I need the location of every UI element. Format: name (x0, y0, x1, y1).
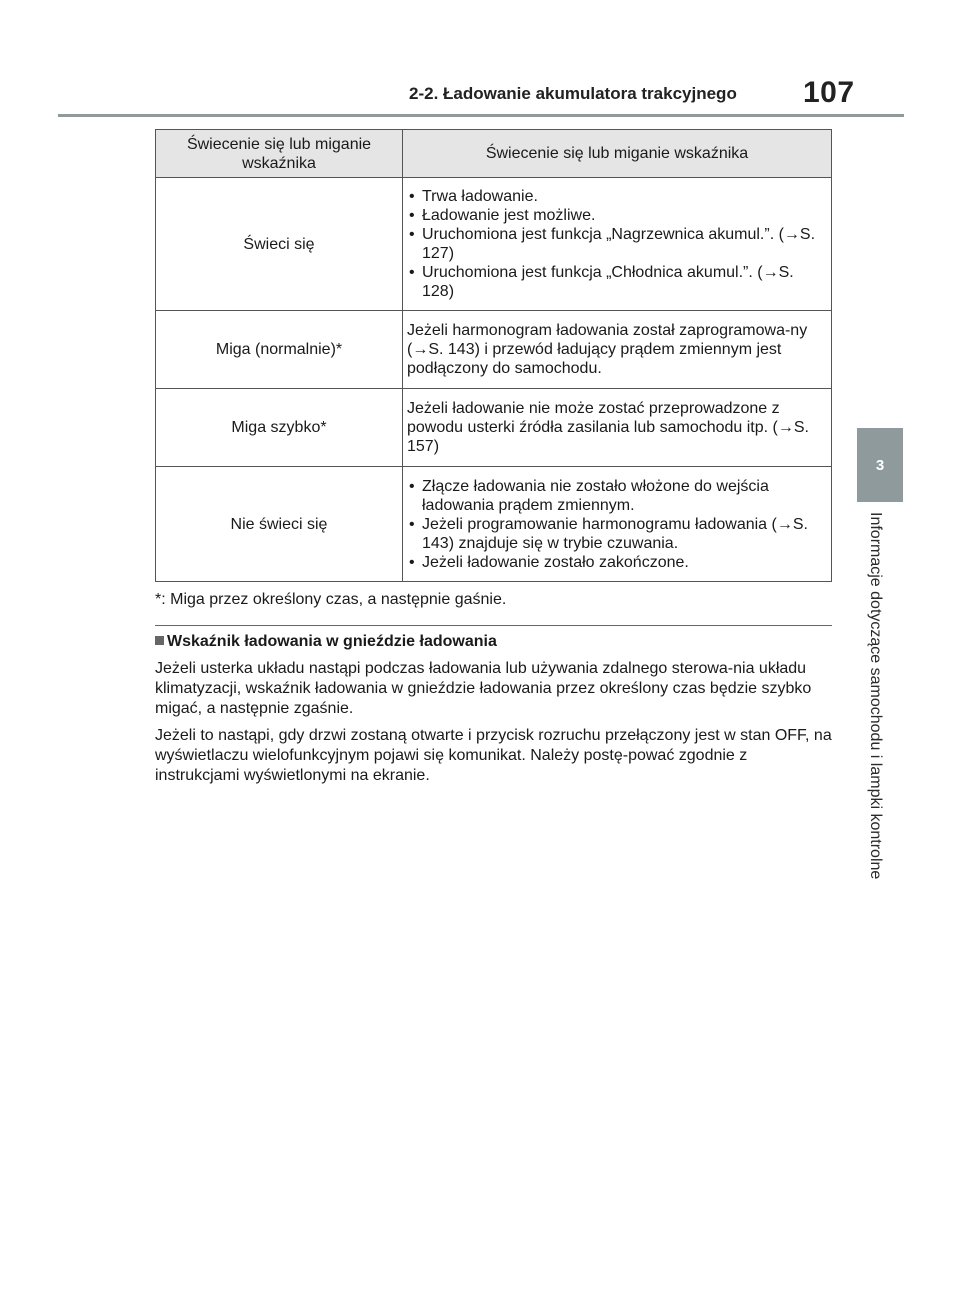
list-item: • Jeżeli ładowanie zostało zakończone. (407, 553, 827, 572)
table-row (156, 467, 832, 582)
indicator-state: Miga (normalnie)* (156, 311, 403, 389)
description-list (407, 477, 827, 572)
indicator-state: Świeci się (156, 178, 403, 311)
body-paragraph: Jeżeli usterka układu nastąpi podczas ładowania lub używania zdalnego sterowa-nia układu klimatyzacji, wskaźnik ładowania w gnieździe ładowania przez określony czas będzie szybko migać, a następnie zgaśnie. (155, 660, 812, 717)
indicator-description: Jeżeli ładowanie nie może zostać przeprowadzone z powodu usterki źródła zasilania lub samochodu itp. (→S. 157) (403, 389, 832, 467)
list-item: • Ładowanie jest możliwe. (407, 206, 827, 225)
table-row (156, 389, 832, 467)
description-list (407, 187, 827, 301)
indicator-description (403, 467, 832, 582)
square-bullet-icon (155, 636, 164, 645)
indicator-description: Jeżeli harmonogram ładowania został zaprogramowa-ny (→S. 143) i przewód ładujący prądem zmiennym jest podłączony do samochodu. (403, 311, 832, 389)
header-divider (58, 114, 904, 117)
body-paragraph: Jeżeli to nastąpi, gdy drzwi zostaną otwarte i przycisk rozruchu przełączony jest w stan OFF, na wyświetlaczu wielofunkcyjnym pojawi się komunikat. Należy postę-pować zgodnie z instrukcjami wyświetlonymi na ekranie. (155, 727, 832, 784)
table-row (156, 311, 832, 389)
section-heading (155, 633, 497, 651)
table-footnote: *: Miga przez określony czas, a następnie gaśnie. (155, 591, 507, 608)
indicator-state: Miga szybko* (156, 389, 403, 467)
section-divider (155, 625, 832, 626)
indicator-description (403, 178, 832, 311)
table-row (156, 178, 832, 311)
list-item: • Złącze ładowania nie zostało włożone do wejścia ładowania prądem zmiennym. (407, 477, 827, 515)
table-header-row (156, 130, 832, 178)
table-header-cell: Świecenie się lub miganie wskaźnika (156, 130, 403, 178)
list-item: • Uruchomiona jest funkcja „Nagrzewnica akumul.”. (→S. 127) (407, 225, 827, 263)
list-item: • Uruchomiona jest funkcja „Chłodnica akumul.”. (→S. 128) (407, 263, 827, 301)
running-header-title: 2-2. Ładowanie akumulatora trakcyjnego (409, 84, 737, 103)
chapter-side-label: Informacje dotyczące samochodu i lampki kontrolne (867, 512, 884, 880)
list-item: • Trwa ładowanie. (407, 187, 827, 206)
chapter-tab: 3 (857, 428, 903, 502)
indicator-table (155, 129, 832, 582)
section-heading-text: Wskaźnik ładowania w gnieździe ładowania (167, 633, 497, 650)
page-number: 107 (803, 76, 855, 109)
table-header-cell: Świecenie się lub miganie wskaźnika (403, 130, 832, 178)
indicator-state: Nie świeci się (156, 467, 403, 582)
list-item: • Jeżeli programowanie harmonogramu ładowania (→S. 143) znajduje się w trybie czuwania. (407, 515, 827, 553)
